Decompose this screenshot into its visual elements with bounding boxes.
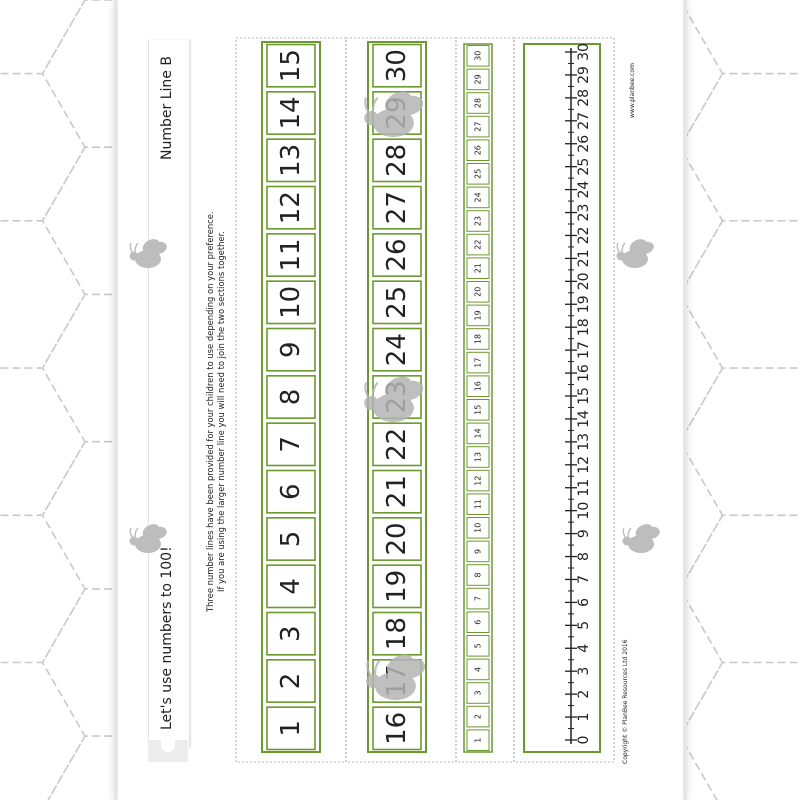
ruler-label: 8 — [576, 552, 592, 561]
number-label: 25 — [473, 168, 483, 179]
number-label: 22 — [473, 239, 483, 250]
ruler-label: 19 — [576, 295, 592, 314]
number-label: 5 — [276, 530, 306, 548]
ruler-label: 1 — [576, 712, 592, 722]
ruler-label: 15 — [576, 387, 592, 405]
bee-icon — [618, 520, 666, 558]
number-label: 8 — [473, 572, 483, 578]
number-label: 24 — [473, 192, 483, 203]
number-label: 29 — [473, 74, 483, 85]
number-label: 27 — [382, 191, 412, 225]
number-label: 28 — [473, 97, 483, 109]
number-label: 12 — [473, 475, 483, 486]
number-label: 16 — [473, 381, 483, 392]
number-label: 11 — [276, 238, 306, 272]
number-label: 14 — [276, 96, 306, 130]
number-label: 13 — [473, 451, 483, 463]
number-label: 20 — [473, 286, 483, 297]
ruler-label: 6 — [576, 597, 592, 607]
number-label: 17 — [473, 357, 483, 368]
ruler-label: 2 — [576, 689, 592, 699]
ruler-label: 7 — [576, 575, 592, 584]
number-label: 25 — [382, 285, 412, 319]
number-label: 23 — [473, 215, 483, 227]
instructions-line-2: If you are using the larger number line you will need to join the two sections together. — [216, 231, 226, 592]
ruler-label: 12 — [576, 455, 592, 474]
number-label: 13 — [276, 143, 306, 177]
ruler-label: 13 — [576, 432, 592, 451]
ruler-label: 29 — [576, 66, 592, 84]
number-label: 1 — [276, 720, 306, 737]
ruler-label: 11 — [576, 478, 592, 497]
bee-icon — [352, 648, 442, 708]
ruler-label: 23 — [576, 203, 592, 222]
number-label: 30 — [473, 50, 483, 61]
bee-icon — [350, 370, 440, 430]
number-label: 11 — [473, 499, 483, 510]
number-label: 8 — [276, 388, 306, 406]
ruler-label: 14 — [576, 410, 592, 428]
number-label: 12 — [276, 191, 306, 225]
number-label: 14 — [473, 428, 483, 439]
ruler-label: 10 — [576, 501, 592, 520]
number-label: 21 — [382, 475, 412, 509]
number-label: 30 — [382, 49, 412, 83]
number-label: 20 — [382, 522, 412, 556]
sheet-subtitle: Let's use numbers to 100! — [159, 546, 175, 730]
bee-icon — [612, 235, 660, 273]
number-label: 7 — [276, 436, 306, 453]
number-label: 19 — [382, 569, 412, 603]
ruler-label: 16 — [576, 364, 592, 382]
ruler-label: 4 — [576, 643, 592, 653]
number-label: 18 — [382, 617, 412, 651]
ruler-label: 27 — [576, 111, 592, 130]
number-label: 4 — [473, 666, 483, 672]
number-label: 26 — [382, 238, 412, 272]
number-label: 3 — [276, 625, 306, 642]
number-label: 2 — [473, 714, 483, 720]
ruler-label: 21 — [576, 249, 592, 268]
small-number-strip — [464, 44, 492, 752]
number-label: 27 — [473, 121, 483, 132]
ruler-label: 24 — [576, 180, 592, 199]
number-label: 7 — [473, 596, 483, 602]
number-label: 10 — [473, 522, 483, 533]
ruler-label: 5 — [576, 620, 592, 630]
number-label: 24 — [382, 333, 412, 367]
number-label: 26 — [473, 145, 483, 156]
number-label: 6 — [276, 483, 306, 500]
number-label: 22 — [382, 427, 412, 461]
bee-icon — [350, 85, 440, 145]
number-label: 10 — [276, 285, 306, 319]
website-text: www.planbee.com — [629, 63, 636, 118]
number-label: 2 — [276, 672, 306, 690]
instructions-line-1: Three number lines have been provided for your children to use depending on your preference. — [205, 211, 215, 612]
ruler-label: 20 — [576, 272, 592, 291]
number-label: 28 — [382, 143, 412, 177]
number-label: 4 — [276, 578, 306, 595]
number-label: 6 — [473, 619, 483, 625]
number-label: 19 — [473, 310, 483, 321]
number-label: 15 — [276, 49, 306, 83]
ruler-label: 17 — [576, 341, 592, 360]
number-label: 16 — [382, 711, 412, 745]
ruler-label: 25 — [576, 157, 592, 176]
bee-icon — [125, 235, 173, 273]
ruler-label: 9 — [576, 529, 592, 539]
number-label: 9 — [473, 548, 483, 554]
number-label: 5 — [473, 643, 483, 649]
number-label: 21 — [473, 263, 483, 274]
ruler-label: 0 — [576, 735, 592, 745]
ruler-label: 28 — [576, 88, 592, 107]
ruler-label: 26 — [576, 134, 592, 153]
ruler-label: 30 — [576, 43, 592, 61]
number-label: 3 — [473, 690, 483, 696]
sheet-title: Number Line B — [159, 56, 175, 160]
number-label: 18 — [473, 333, 483, 345]
bee-icon — [125, 520, 173, 558]
ruler-label: 22 — [576, 226, 592, 245]
number-label: 9 — [276, 341, 306, 358]
number-label: 15 — [473, 404, 483, 415]
ruler-label: 3 — [576, 666, 592, 676]
copyright-text: Copyright © PlanBee Resources Ltd 2016 — [622, 639, 629, 764]
ruler-label: 18 — [576, 318, 592, 337]
number-label: 1 — [473, 737, 483, 743]
large-number-strip-1-15 — [262, 42, 320, 752]
ruler-number-line — [524, 43, 600, 752]
